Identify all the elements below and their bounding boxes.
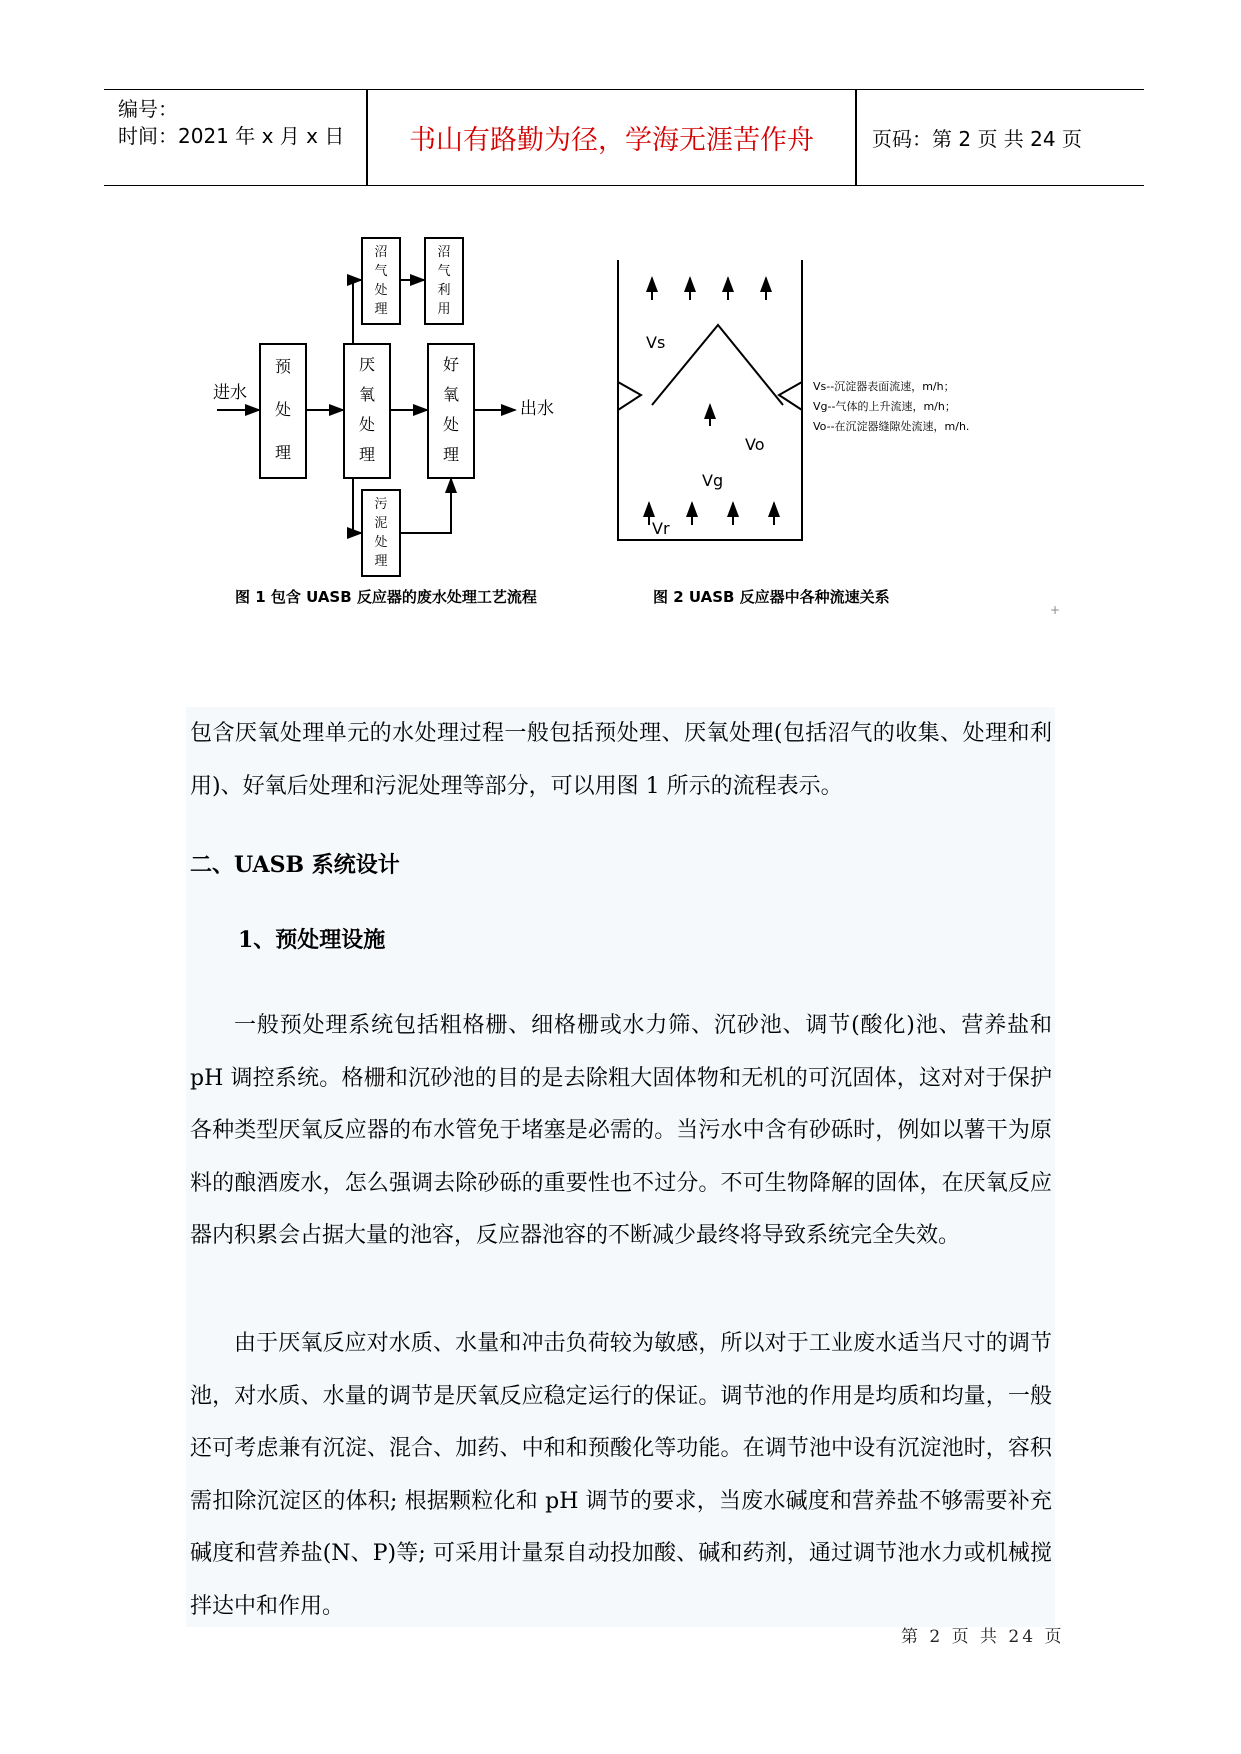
biogas-use-char: 沼 bbox=[437, 245, 451, 260]
subsection-heading: 1、预处理设施 bbox=[238, 927, 386, 953]
biogas-treat-char: 沼 bbox=[374, 245, 388, 260]
plus-mark: + bbox=[1050, 603, 1061, 617]
biogas-use-char: 用 bbox=[437, 302, 451, 317]
aerobic-char: 处 bbox=[442, 415, 460, 434]
pretreat-char: 预 bbox=[274, 357, 292, 376]
vo-label: Vo bbox=[745, 435, 765, 454]
intro-paragraph: 包含厌氧处理单元的水处理过程一般包括预处理、厌氧处理(包括沼气的收集、处理和利用)、好氧后处理和污泥处理等部分，可以用图 1 所示的流程表示。 bbox=[190, 721, 1052, 799]
section-heading: 二、UASB 系统设计 bbox=[190, 852, 400, 878]
aerobic-char: 氧 bbox=[442, 385, 460, 404]
figure2-caption: 图 2 UASB 反应器中各种流速关系 bbox=[653, 588, 890, 606]
header-page-label: 页码：第 2 页 共 24 页 bbox=[872, 127, 1082, 151]
sludge-char: 处 bbox=[374, 535, 388, 550]
document-header bbox=[104, 89, 1144, 186]
biogas-use-char: 气 bbox=[437, 264, 451, 279]
figure1-caption: 图 1 包含 UASB 反应器的废水处理工艺流程 bbox=[235, 588, 537, 606]
input-label: 进水 bbox=[213, 383, 247, 403]
vg-label: Vg bbox=[702, 471, 724, 490]
page-footer: 第 2 页 共 24 页 bbox=[901, 1627, 1065, 1647]
header-divider bbox=[855, 90, 857, 185]
biogas-treat-char: 气 bbox=[374, 264, 388, 279]
aerobic-char: 理 bbox=[442, 445, 460, 464]
vr-label: Vr bbox=[652, 519, 670, 538]
body-paragraph: 一般预处理系统包括粗格栅、细格栅或水力筛、沉砂池、调节(酸化)池、营养盐和 pH 调控系统。格栅和沉砂池的目的是去除粗大固体物和无机的可沉固体，这对对于保护各种类型厌氧反应器的布水管免于堵塞是必需的。当污水中含有砂砾时，例如以薯干为原料的酿酒废水，怎么强调去除砂砾的重要性也不过分。不可生物降解的固体，在厌氧反应器内积累会占据大量的池容，反应器池容的不断减少最终将导致系统完全失效。 bbox=[190, 1013, 1052, 1248]
aerobic-char: 好 bbox=[442, 355, 460, 374]
figure-area bbox=[205, 230, 1075, 630]
pretreat-char: 处 bbox=[274, 400, 292, 419]
time-label: 时间：2021 年 x 月 x 日 bbox=[118, 124, 345, 148]
sludge-char: 污 bbox=[374, 497, 388, 512]
biogas-treat-char: 理 bbox=[374, 302, 388, 317]
biogas-use-char: 利 bbox=[437, 283, 451, 298]
legend-line: Vg--气体的上升流速，m/h； bbox=[813, 400, 956, 413]
anaerobic-char: 理 bbox=[358, 445, 376, 464]
anaerobic-char: 厌 bbox=[358, 355, 376, 374]
vs-label: Vs bbox=[646, 333, 666, 352]
output-label: 出水 bbox=[520, 399, 554, 419]
header-motto: 书山有路勤为径，学海无涯苦作舟 bbox=[409, 125, 814, 156]
anaerobic-char: 处 bbox=[358, 415, 376, 434]
sludge-char: 理 bbox=[374, 554, 388, 569]
sludge-char: 泥 bbox=[374, 516, 388, 531]
legend-line: Vs--沉淀器表面流速，m/h； bbox=[813, 380, 955, 393]
biogas-treat-char: 处 bbox=[374, 283, 388, 298]
figures-svg bbox=[205, 230, 1075, 630]
anaerobic-char: 氧 bbox=[358, 385, 376, 404]
body-paragraph: 由于厌氧反应对水质、水量和冲击负荷较为敏感，所以对于工业废水适当尺寸的调节池，对水质、水量的调节是厌氧反应稳定运行的保证。调节池的作用是均质和均量，一般还可考虑兼有沉淀、混合、加药、中和和预酸化等功能。在调节池中设有沉淀池时，容积需扣除沉淀区的体积; 根据颗粒化和 pH 调节的要求，当废水碱度和营养盐不够需要补充碱度和营养盐(N、P)等; 可采用计量泵自动投加酸、碱和药剂，通过调节池水力或机械搅拌达中和作用。 bbox=[190, 1331, 1052, 1619]
pretreat-char: 理 bbox=[274, 443, 292, 462]
number-label: 编号： bbox=[118, 97, 178, 121]
legend-line: Vo--在沉淀器缝隙处流速，m/h. bbox=[813, 420, 970, 433]
